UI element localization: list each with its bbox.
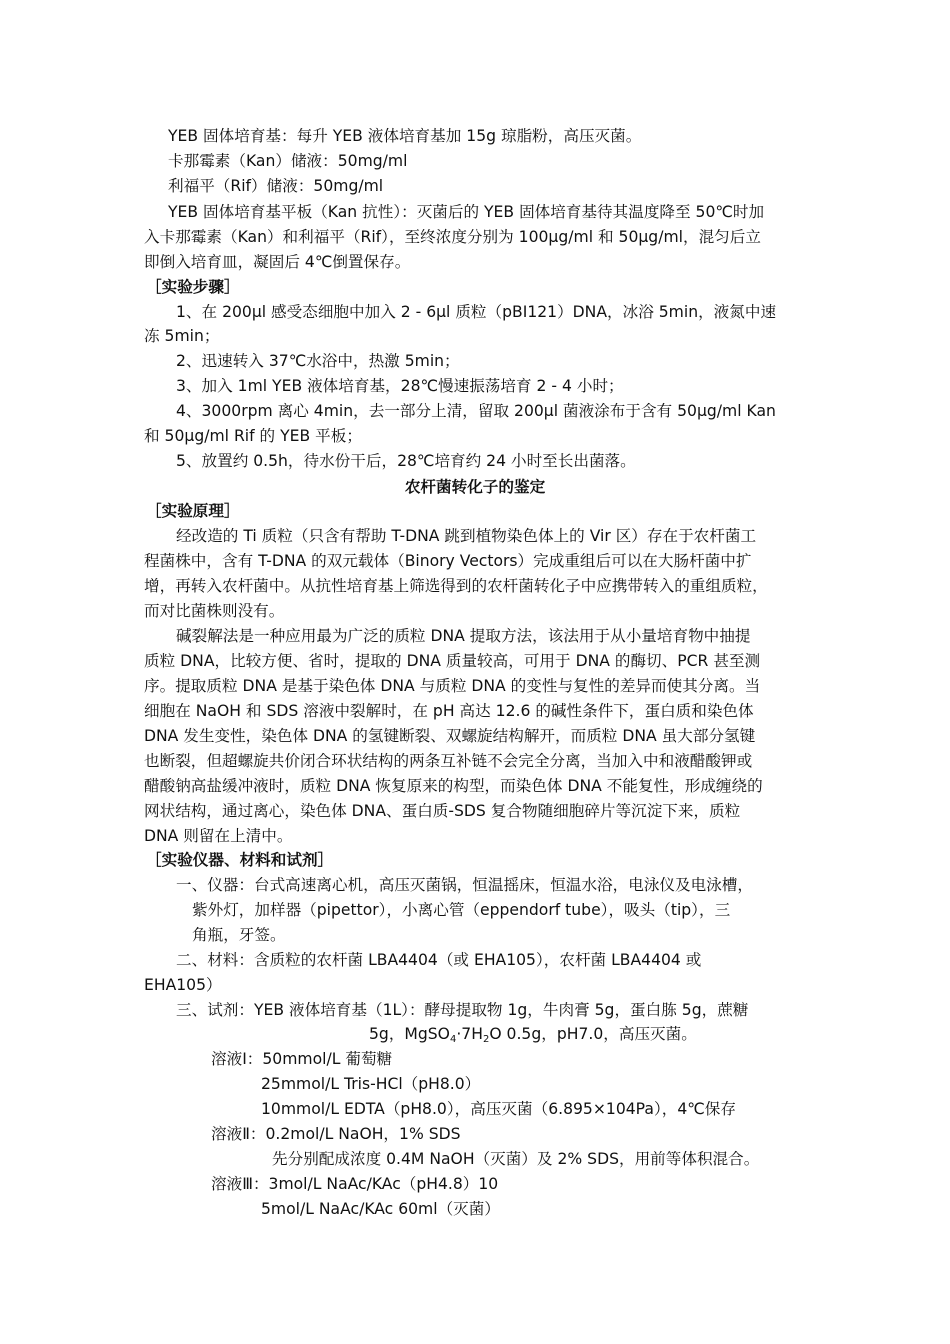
principle-p2-line-1: 碱裂解法是一种应用最为广泛的质粒 DNA 提取方法，该法用于从小量培育物中抽提 <box>176 627 751 645</box>
section-title: 农杆菌转化子的鉴定 <box>404 478 546 496</box>
step-4-line-2: 和 50μg/ml Rif 的 YEB 平板； <box>144 427 362 445</box>
instruments-line-1: 一、仪器：台式高速离心机，高压灭菌锅，恒温摇床，恒温水浴，电泳仪及电泳槽， <box>176 876 753 894</box>
reagents-line-2-part-c: O 0.5g，pH7.0，高压灭菌。 <box>489 1025 697 1043</box>
principle-p2-line-8: 网状结构，通过离心，染色体 DNA、蛋白质-SDS 复合物随细胞碎片等沉淀下来，质粒 <box>144 802 741 820</box>
step-1-line-2: 冻 5min； <box>144 327 220 345</box>
step-3: 3、加入 1ml YEB 液体培育基，28℃慢速振荡培育 2 - 4 小时； <box>176 377 624 395</box>
principle-p2-line-7: 醋酸钠高盐缓冲液时，质粒 DNA 恢复原来的构型，而染色体 DNA 不能复性，形成缠绕的 <box>144 777 763 795</box>
principle-p2-line-2: 质粒 DNA，比较方便、省时，提取的 DNA 质量较高，可用于 DNA 的酶切、PCR 甚至测 <box>144 652 761 670</box>
principle-p1-line-1: 经改造的 Ti 质粒（只含有帮助 T-DNA 跳到植物染色体上的 Vir 区）存在于农杆菌工 <box>176 527 757 545</box>
solution-3-line-1: 溶液Ⅲ：3mol/L NaAc/KAc（pH4.8）10 <box>211 1175 499 1193</box>
principle-p2-line-6: 也断裂，但超螺旋共价闭合环状结构的两条互补链不会完全分离，当加入中和液醋酸钾或 <box>144 752 753 770</box>
kan-stock-line: 卡那霉素（Kan）储液：50mg/ml <box>168 152 408 170</box>
plate-paragraph-line-2: 入卡那霉素（Kan）和利福平（Rif），至终浓度分别为 100μg/ml 和 50μg/ml，混匀后立 <box>144 228 761 246</box>
plate-paragraph-line-1: YEB 固体培育基平板（Kan 抗性）：灭菌后的 YEB 固体培育基待其温度降至 50℃时加 <box>168 203 765 221</box>
solution-2-line-2: 先分别配成浓度 0.4M NaOH（灭菌）及 2% SDS，用前等体积混合。 <box>272 1150 760 1168</box>
principle-p1-line-3: 增，再转入农杆菌中。从抗性培育基上筛选得到的农杆菌转化子中应携带转入的重组质粒， <box>144 577 768 595</box>
solution-1-line-2: 25mmol/L Tris-HCl（pH8.0） <box>261 1075 481 1093</box>
reagents-line-2-part-a: 5g，MgSO <box>369 1025 450 1043</box>
materials-heading: ［实验仪器、材料和试剂］ <box>146 851 334 869</box>
principle-p2-line-9: DNA 则留在上清中。 <box>144 827 293 845</box>
yeb-solid-medium-line: YEB 固体培育基：每升 YEB 液体培育基加 15g 琼脂粉，高压灭菌。 <box>168 127 642 145</box>
solution-2-line-1: 溶液Ⅱ：0.2mol/L NaOH，1% SDS <box>211 1125 461 1143</box>
reagents-line-2 <box>369 1023 697 1045</box>
step-2: 2、迅速转入 37℃水浴中，热激 5min； <box>176 352 460 370</box>
materials-line-1: 二、材料：含质粒的农杆菌 LBA4404（或 EHA105），农杆菌 LBA4404 或 <box>176 951 702 969</box>
rif-stock-line: 利福平（Rif）储液：50mg/ml <box>168 177 384 195</box>
principle-p2-line-3: 序。提取质粒 DNA 是基于染色体 DNA 与质粒 DNA 的变性与复性的差异而使其分离。当 <box>144 677 761 695</box>
principle-p1-line-2: 程菌株中，含有 T-DNA 的双元载体（Binory Vectors）完成重组后可以在大肠杆菌中扩 <box>144 552 752 570</box>
plate-paragraph-line-3: 即倒入培育皿，凝固后 4℃倒置保存。 <box>144 253 411 271</box>
solution-1-line-3: 10mmol/L EDTA（pH8.0），高压灭菌（6.895×104Pa），4℃保存 <box>261 1100 736 1118</box>
reagents-line-1: 三、试剂：YEB 液体培育基（1L）：酵母提取物 1g，牛肉膏 5g，蛋白胨 5g，蔗糖 <box>176 1001 749 1019</box>
step-4-line-1: 4、3000rpm 离心 4min，去一部分上清，留取 200μl 菌液涂布于含有 50μg/ml Kan <box>176 402 776 420</box>
principle-p1-line-4: 而对比菌株则没有。 <box>144 602 285 620</box>
water-subscript: 2 <box>482 1034 490 1045</box>
materials-line-2: EHA105） <box>144 976 222 994</box>
step-1-line-1: 1、在 200μl 感受态细胞中加入 2 - 6μl 质粒（pBI121）DNA，冰浴 5min，液氮中速 <box>176 303 777 321</box>
steps-heading: ［实验步骤］ <box>146 278 240 296</box>
solution-1-line-1: 溶液Ⅰ：50mmol/L 葡萄糖 <box>211 1050 393 1068</box>
sulfate-subscript: 4 <box>449 1034 457 1045</box>
instruments-line-2: 紫外灯，加样器（pipettor），小离心管（eppendorf tube），吸头（tip），三 <box>192 901 731 919</box>
step-5: 5、放置约 0.5h，待水份干后，28℃培育约 24 小时至长出菌落。 <box>176 452 636 470</box>
solution-3-line-2: 5mol/L NaAc/KAc 60ml（灭菌） <box>261 1200 500 1218</box>
principle-heading: ［实验原理］ <box>146 502 240 520</box>
principle-p2-line-4: 细胞在 NaOH 和 SDS 溶液中裂解时，在 pH 高达 12.6 的碱性条件下，蛋白质和染色体 <box>144 702 754 720</box>
reagents-line-2-part-b: ·7H <box>456 1025 483 1043</box>
instruments-line-3: 角瓶，牙签。 <box>192 926 286 944</box>
principle-p2-line-5: DNA 发生变性，染色体 DNA 的氢键断裂、双螺旋结构解开，而质粒 DNA 虽大部分氢键 <box>144 727 756 745</box>
